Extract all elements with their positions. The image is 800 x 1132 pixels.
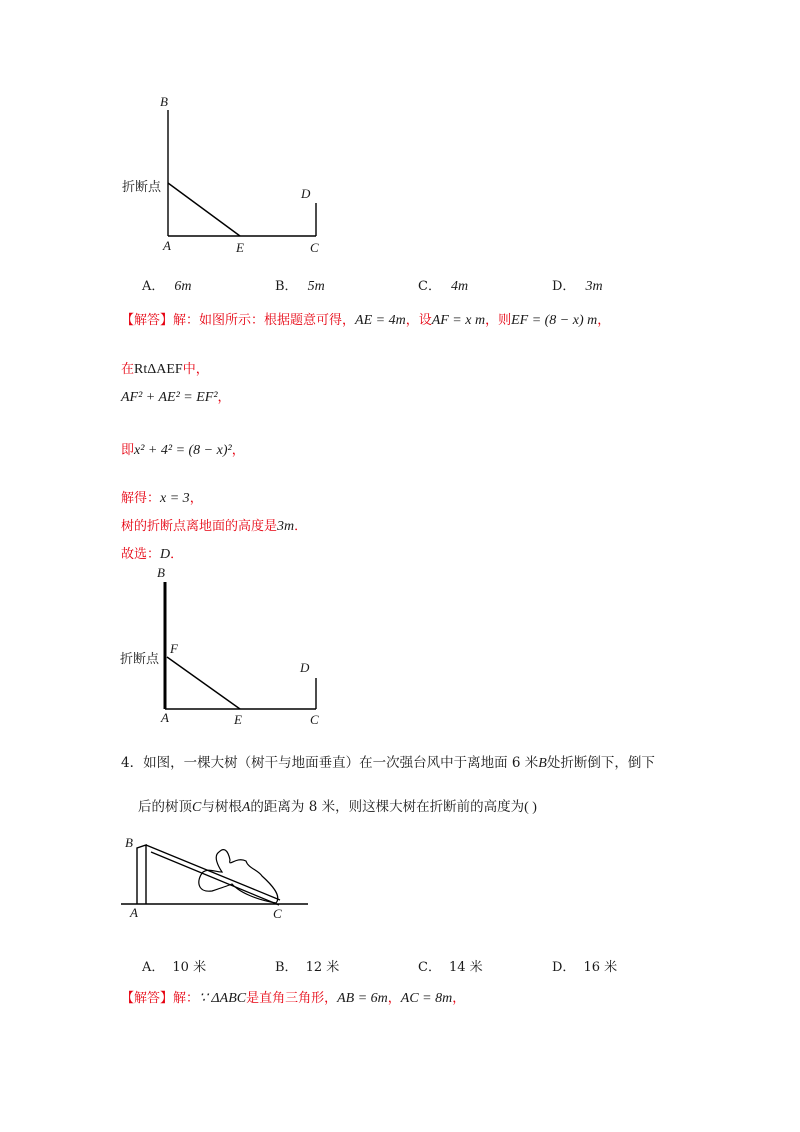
label-c: C (310, 712, 319, 727)
label-a: A (163, 238, 171, 253)
solution-line-6: 树的折断点离地面的高度是3m． (121, 519, 308, 534)
choice-c[interactable]: C． 14 米 (418, 960, 483, 975)
choice-a[interactable]: A． 6m (142, 279, 192, 294)
solution-line-4: 即x² + 4² = (8 − x)²， (121, 443, 245, 458)
q4-solution-line-1: 【解答】解：∵ ΔABC是直角三角形，AB = 6m，AC = 8m， (121, 991, 466, 1006)
label-e: E (234, 712, 242, 727)
tree-stump-shape (137, 845, 146, 904)
question-4-line-1: 4．如图，一棵大树（树干与地面垂直）在一次强台风中于离地面 6 米B处折断倒下，倒下 (121, 755, 655, 771)
choice-d[interactable]: D． 3m (552, 279, 603, 294)
question-4-line-2: 后的树顶C与树根A的距离为 8 米，则这棵大树在折断前的高度为( ) (138, 799, 537, 815)
solution-line-5: 解得：x = 3， (121, 491, 203, 506)
label-e: E (236, 240, 244, 255)
label-d: D (301, 186, 311, 201)
label-c: C (273, 906, 282, 921)
label-a: A (161, 710, 169, 725)
solution-line-3: AF² + AE² = EF²， (121, 390, 231, 405)
label-b: B (125, 835, 133, 850)
label-c: C (310, 240, 319, 255)
break-point-label: 折断点 (120, 652, 160, 667)
choice-a[interactable]: A． 10 米 (142, 960, 207, 975)
choice-b[interactable]: B． 12 米 (275, 960, 340, 975)
label-d: D (300, 660, 310, 675)
solution-line-2: 在RtΔAEF中， (121, 362, 209, 377)
solution-line-7: 故选：D． (121, 547, 184, 562)
solution-line-1: 【解答】解：如图所示：根据题意可得，AE = 4m，设AF = x m，则EF = (8 − x) m， (121, 313, 611, 328)
label-a: A (130, 905, 138, 920)
choice-b[interactable]: B． 5m (275, 279, 325, 294)
label-b: B (160, 94, 168, 109)
fallen-trunk-bottom (151, 852, 279, 905)
label-f: F (170, 641, 178, 656)
break-point-label: 折断点 (122, 180, 162, 195)
label-b: B (157, 565, 165, 580)
choice-c[interactable]: C． 4m (418, 279, 469, 294)
choice-d[interactable]: D． 16 米 (552, 960, 618, 975)
fallen-trunk-top (146, 845, 280, 900)
